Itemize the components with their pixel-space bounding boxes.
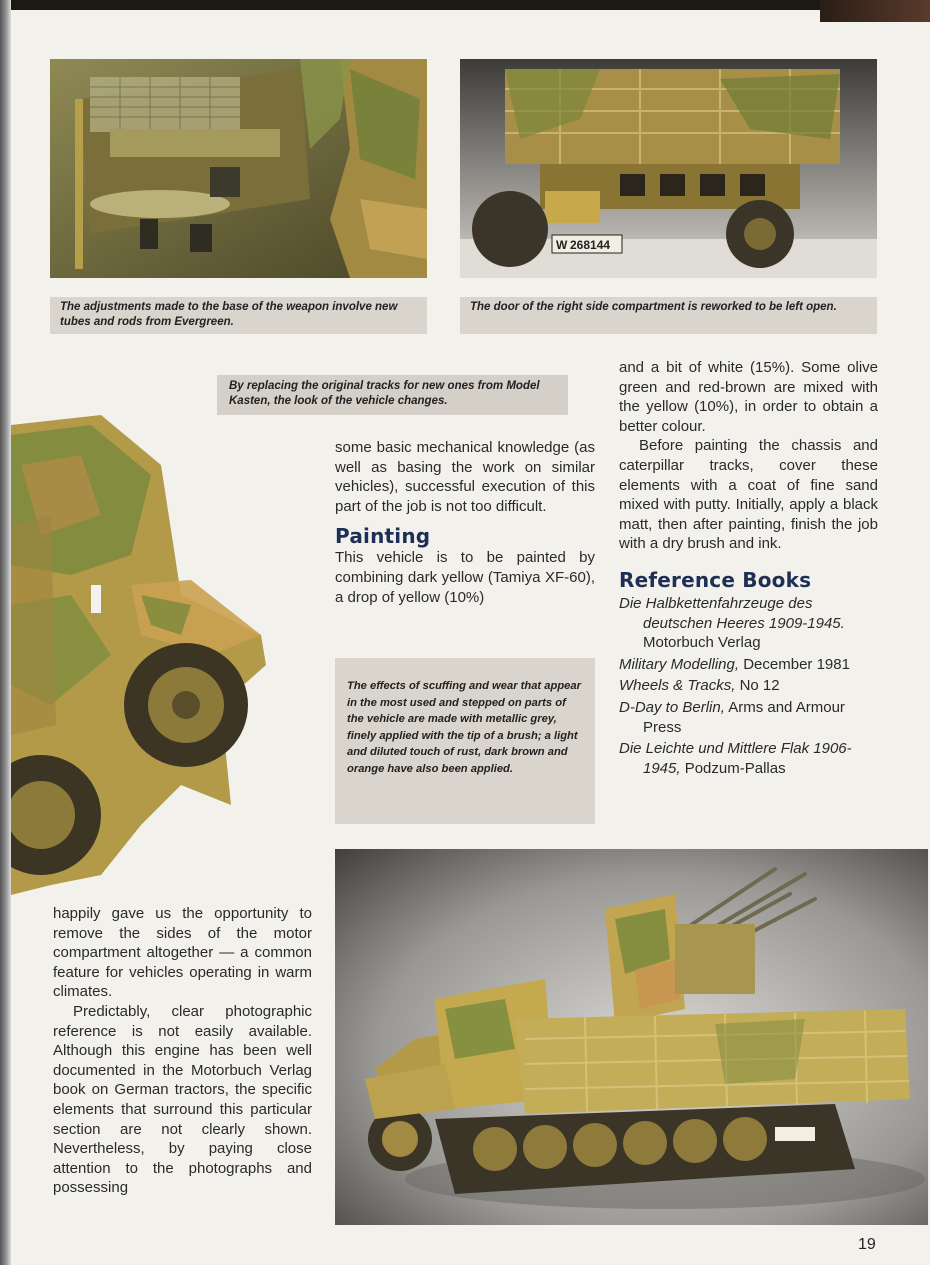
photo-truck-front-cutout — [11, 405, 266, 895]
caption-tracks: By replacing the original tracks for new ones from Model Kasten, the look of the vehicle changes. — [217, 375, 568, 415]
reference-item: D-Day to Berlin, Arms and Armour Press — [619, 698, 845, 736]
reference-item: Military Modelling, December 1981 — [619, 655, 850, 673]
left-text-column — [53, 904, 312, 1198]
heading-reference-books: Reference Books — [619, 567, 812, 592]
plate-left-letter: W — [556, 238, 568, 252]
plate-number: 268144 — [570, 238, 611, 252]
top-right-edge — [820, 0, 930, 22]
left-paragraph-2: Predictably, clear photographic reference is not easily available. Although this engine has been well documented in the Motorbuch Verlag book on German tractors, the specific elements that surround this particular section are not clearly shown. Nevertheless, by paying close attention to the photographs and possessing — [53, 1002, 312, 1197]
right-text-column — [619, 358, 878, 778]
caption-door: The door of the right side compartment is reworked to be left open. — [460, 297, 877, 334]
caption-weapon-base: The adjustments made to the base of the weapon involve new tubes and rods from Evergreen. — [50, 297, 427, 334]
photo-weapon-base — [50, 59, 427, 278]
reference-item: Die Leichte und Mittlere Flak 1906-1945, Podzum-Pallas — [619, 740, 852, 777]
caption-scuffing: The effects of scuffing and wear that appear in the most used and stepped on parts of the vehicle are made with metallic grey, finely applied with the tip of a brush; a light and diluted touch of rust, dark brown and orange have also been applied. — [335, 658, 595, 824]
right-paragraph-1: and a bit of white (15%). Some olive green and red-brown are mixed with the yellow (10%), in order to obtain a better colour. — [619, 359, 878, 435]
right-paragraph-2: Before painting the chassis and caterpillar tracks, cover these elements with a coat of fine sand mixed with putty. Initially, apply a black matt, then after painting, finish the job with a dry brush and ink. — [619, 437, 878, 553]
top-dark-edge — [0, 0, 930, 10]
page-spine-shadow — [0, 0, 11, 1265]
middle-text-column — [335, 438, 595, 607]
middle-paragraph-2: This vehicle is to be painted by combining dark yellow (Tamiya XF-60), a drop of yellow (10%) — [335, 549, 595, 606]
reference-item: Die Halbkettenfahrzeuge des deutschen Heeres 1909-1945. Motorbuch Verlag — [619, 594, 845, 652]
photo-full-vehicle — [335, 849, 928, 1225]
reference-item: Wheels & Tracks, No 12 — [619, 677, 780, 695]
heading-painting: Painting — [335, 524, 431, 549]
photo-truck-rear — [460, 59, 877, 278]
page-number: 19 — [858, 1236, 876, 1253]
left-paragraph-1: happily gave us the opportunity to remove the sides of the motor compartment altogether — a common feature for vehicles operating in warm climates. — [53, 905, 312, 1001]
middle-paragraph-1: some basic mechanical knowledge (as well as basing the work on similar vehicles), successful execution of this part of the job is not too difficult. — [335, 439, 595, 515]
